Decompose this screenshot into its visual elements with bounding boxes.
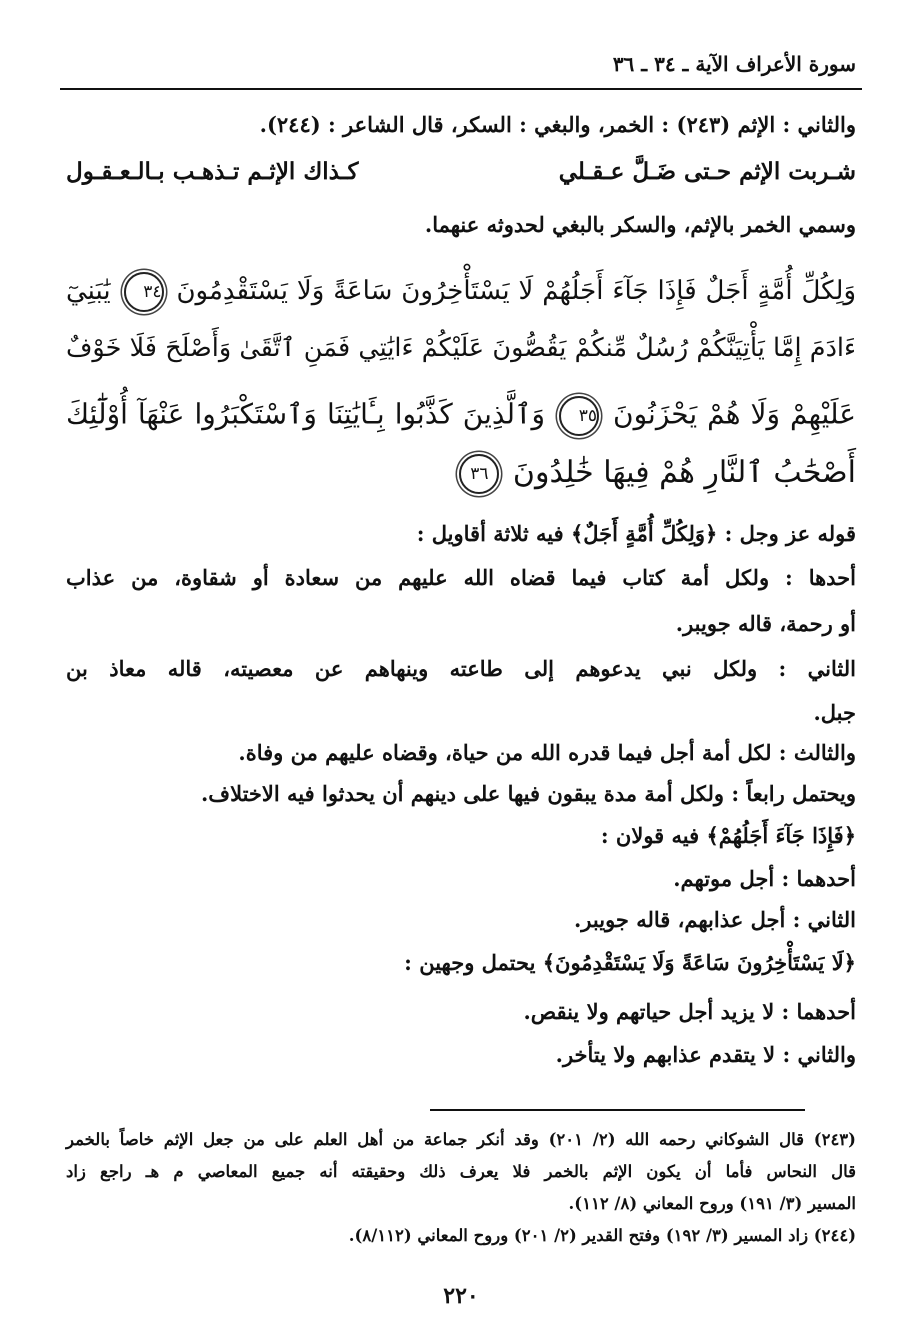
commentary-line: أو رحمة، قاله جويبر. [675, 611, 856, 636]
header-rule [60, 88, 862, 90]
commentary-line: ﴿فَإِذَا جَآءَ أَجَلُهُمْ﴾ فيه قولان : [600, 823, 856, 848]
quran-text: ءَادَمَ إِمَّا يَأْتِيَنَّكُمْ رُسُلٌ مِّنكُمْ يَقُصُّونَ عَلَيْكُمْ ءَايَٰتِي فَمَنِ ٱتَّقَىٰ وَأَصْلَحَ فَلَا خَوْفٌ [66, 333, 856, 363]
commentary-line: قوله عز وجل : ﴿وَلِكُلِّ أُمَّةٍ أَجَلٌ﴾ فيه ثلاثة أقاويل : [416, 521, 856, 546]
quran-text: عَلَيْهِمْ وَلَا هُمْ يَحْزَنُونَ [613, 397, 856, 431]
quran-line-2 [66, 333, 856, 363]
commentary-line: أحدها : ولكل أمة كتاب فيما قضاه الله عليهم من سعادة أو شقاوة، من عذاب [66, 565, 856, 590]
verse-hemistich-second: كـذاك الإثـم تـذهـب بـالـعـقـول [66, 158, 359, 185]
commentary-line: والثالث : لكل أمة أجل فيما قدره الله من حياة، وقضاه عليهم من وفاة. [238, 740, 856, 765]
ayah-marker: ٣٤ [124, 272, 164, 312]
paragraph-line: وسمي الخمر بالإثم، والسكر بالبغي لحدوثه عنهما. [424, 212, 856, 237]
commentary-line: ويحتمل رابعاً : ولكل أمة مدة يبقون فيها على دينهم أن يحدثوا فيه الاختلاف. [200, 781, 856, 806]
commentary-line: أحدهما : أجل موتهم. [673, 866, 856, 891]
commentary-line: ﴿لَا يَسْتَأْخِرُونَ سَاعَةً وَلَا يَسْتَقْدِمُونَ﴾ يحتمل وجهين : [404, 950, 856, 975]
ayah-marker: ٣٥ [559, 396, 599, 436]
ayah-marker: ٣٦ [459, 454, 499, 494]
quran-line-4 [66, 454, 856, 494]
quran-text: يَٰبَنِيٓ [66, 276, 111, 306]
commentary-line: الثاني : ولكل نبي يدعوهم إلى طاعته وينهاهم عن معصيته، قاله معاذ بن [66, 656, 856, 681]
quran-line-3 [66, 396, 856, 436]
footnote-line: (٢٤٣) قال الشوكاني رحمه الله (٢/ ٢٠١) وقد أنكر جماعة من أهل العلم على من جعل الإثم خاصاً بالخمر [66, 1130, 856, 1149]
commentary-line: جبل. [813, 700, 856, 725]
quran-line-1 [66, 272, 856, 312]
commentary-line: الثاني : أجل عذابهم، قاله جويبر. [573, 907, 856, 932]
quran-text: أَصْحَٰبُ ٱلنَّارِ هُمْ فِيهَا خَٰلِدُونَ [512, 455, 856, 490]
footnote-line: (٢٤٤) زاد المسير (٣/ ١٩٢) وفتح القدير (٢/ ٢٠١) وروح المعاني (٨/١١٢). [348, 1226, 856, 1245]
commentary-line: والثاني : لا يتقدم عذابهم ولا يتأخر. [555, 1042, 856, 1067]
footnote-line: المسير (٣/ ١٩١) وروح المعاني (٨/ ١١٢). [568, 1194, 856, 1213]
intro-line: والثاني : الإثم (٢٤٣) : الخمر، والبغي : السكر، قال الشاعر : (٢٤٤). [259, 112, 856, 137]
footnote-rule [430, 1109, 805, 1111]
commentary-line: أحدهما : لا يزيد أجل حياتهم ولا ينقص. [523, 999, 856, 1024]
page-number: ٢٢٠ [443, 1283, 479, 1309]
verse-hemistich-first: شـربت الإثم حـتى ضَـلَّ عـقـلي [558, 158, 856, 185]
quran-text: وَٱلَّذِينَ كَذَّبُوا بِـَٔايَٰتِنَا وَٱسْتَكْبَرُوا عَنْهَآ أُوْلَٰٓئِكَ [66, 397, 546, 431]
footnote-line: قال النحاس فأما أن يكون الإثم بالخمر فلا يعرف ذلك وحقيقته أنه جميع المعاصي م هـ راجع زاد [66, 1162, 856, 1181]
quran-text: وَلِكُلِّ أُمَّةٍ أَجَلٌ فَإِذَا جَآءَ أَجَلُهُمْ لَا يَسْتَأْخِرُونَ سَاعَةً وَلَا يَسْتَقْدِمُونَ [176, 276, 856, 306]
running-header: سورة الأعراف الآية ـ ٣٤ ـ ٣٦ [612, 52, 856, 76]
